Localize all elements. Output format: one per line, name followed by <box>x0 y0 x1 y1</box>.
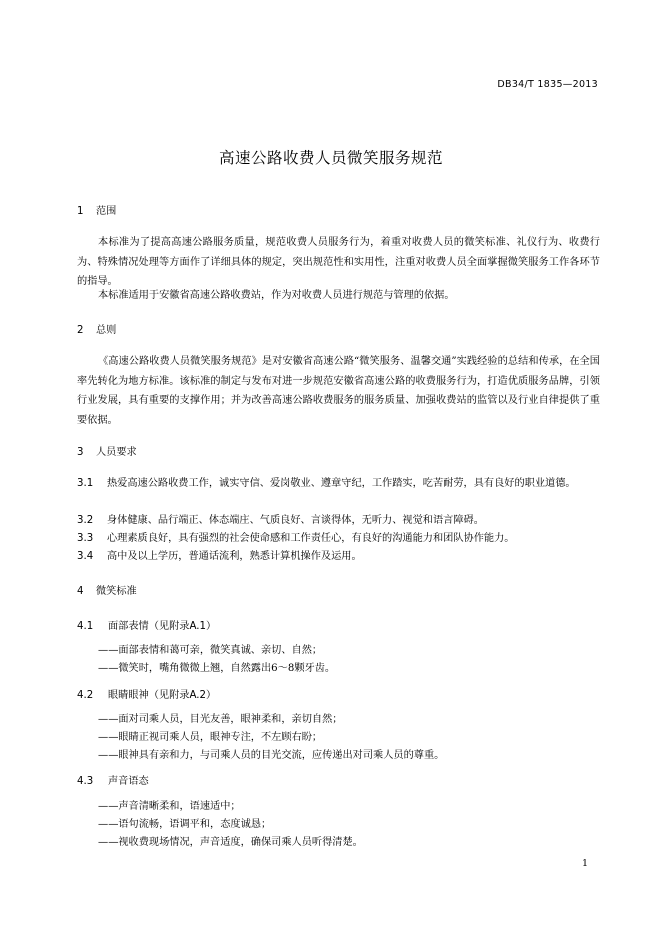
requirement-item <box>77 547 600 566</box>
list-item: ——微笑时，嘴角微微上翘，自然露出6～8颗牙齿。 <box>98 663 336 674</box>
section-1-paragraph-2: 本标准适用于安徽省高速公路收费站，作为对收费人员进行规范与管理的依据。 <box>98 290 455 301</box>
requirement-item-text: 高中及以上学历，普通话流利，熟悉计算机操作及运用。 <box>107 551 362 562</box>
document-title: 高速公路收费人员微笑服务规范 <box>218 149 443 167</box>
page-number: 1 <box>581 858 588 869</box>
section-1-heading <box>77 202 116 217</box>
section-1-paragraph-1: 本标准为了提高高速公路服务质量，规范收费人员服务行为，着重对收费人员的微笑标准、礼仪行为、收费行为、特殊情况处理等方面作了详细具体的规定，突出规范性和实用性，注重对收费人员全面掌握微笑服务工作各环节的指导。 <box>77 237 600 287</box>
section-4-title: 微笑标准 <box>96 586 137 597</box>
requirement-item-number: 3.4 <box>77 551 94 562</box>
subsection-4-2-number: 4.2 <box>77 690 94 701</box>
section-3-heading <box>77 443 137 458</box>
requirement-item <box>77 529 600 548</box>
standard-code: DB34/T 1835—2013 <box>497 79 598 90</box>
list-item: ——面对司乘人员，目光友善，眼神柔和，亲切自然； <box>98 714 343 725</box>
requirement-item-number: 3.3 <box>77 533 94 544</box>
section-2-heading <box>77 321 116 336</box>
section-2-title: 总则 <box>96 325 117 336</box>
subsection-4-2-heading <box>77 686 216 701</box>
section-1-number: 1 <box>77 206 84 217</box>
subsection-4-3-title: 声音语态 <box>108 776 149 787</box>
requirement-item-text: 热爱高速公路收费工作，诚实守信、爱岗敬业、遵章守纪，工作踏实，吃苦耐劳，具有良好的职业道德。 <box>107 478 576 489</box>
requirement-item-number: 3.2 <box>77 515 94 526</box>
subsection-4-1-title: 面部表情（见附录A.1） <box>108 621 217 632</box>
section-3-number: 3 <box>77 447 84 458</box>
section-2-number: 2 <box>77 325 84 336</box>
requirement-item <box>77 474 600 493</box>
list-item: ——声音清晰柔和，语速适中； <box>98 801 241 812</box>
subsection-4-3-heading <box>77 772 149 787</box>
section-1-title: 范围 <box>96 206 117 217</box>
subsection-4-1-heading <box>77 617 216 632</box>
list-item: ——语句流畅，语调平和，态度诚恳； <box>98 819 272 830</box>
list-item: ——眼睛正视司乘人员，眼神专注，不左顾右盼； <box>98 732 323 743</box>
requirement-item-number: 3.1 <box>77 478 94 489</box>
subsection-4-3-number: 4.3 <box>77 776 94 787</box>
section-3-title: 人员要求 <box>96 447 137 458</box>
list-item: ——面部表情和蔼可亲，微笑真诚、亲切、自然； <box>98 645 323 656</box>
section-4-number: 4 <box>77 586 84 597</box>
section-2-paragraph-1: 《高速公路收费人员微笑服务规范》是对安徽省高速公路“微笑服务、温馨交通”实践经验的总结和传承，在全国率先转化为地方标准。该标准的制定与发布对进一步规范安徽省高速公路的收费服务行为，打造优质服务品牌，引领行业发展，具有重要的支撑作用；并为改善高速公路收费服务的服务质量、加强收费站的监管以及行业自律提供了重要依据。 <box>77 356 600 426</box>
list-item: ——视收费现场情况，声音适度，确保司乘人员听得清楚。 <box>98 837 363 848</box>
requirement-item <box>77 511 600 530</box>
list-item: ——眼神具有亲和力，与司乘人员的目光交流，应传递出对司乘人员的尊重。 <box>98 750 445 761</box>
requirement-item-text: 心理素质良好，具有强烈的社会使命感和工作责任心，有良好的沟通能力和团队协作能力。 <box>107 533 515 544</box>
section-4-heading <box>77 582 137 597</box>
subsection-4-1-number: 4.1 <box>77 621 94 632</box>
subsection-4-2-title: 眼睛眼神（见附录A.2） <box>108 690 217 701</box>
requirement-item-text: 身体健康、品行端正、体态端庄、气质良好、言谈得体，无听力、视觉和语言障碍。 <box>107 515 484 526</box>
